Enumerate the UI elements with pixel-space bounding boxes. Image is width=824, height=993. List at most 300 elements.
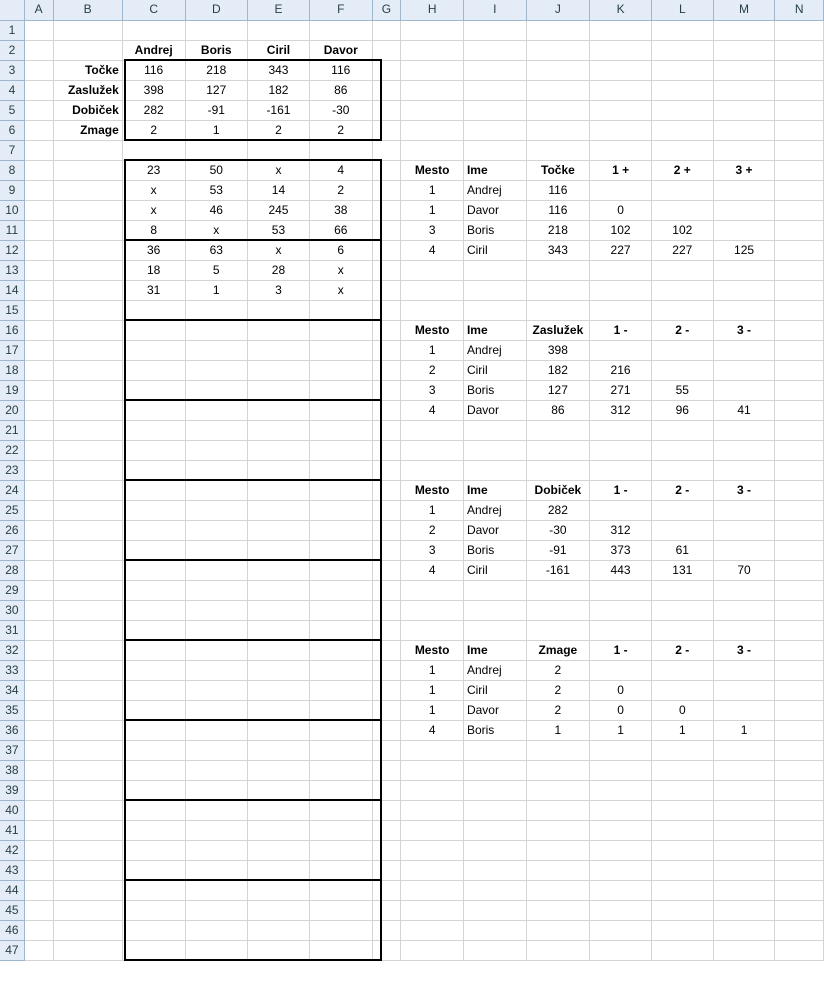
cell-i2[interactable]: [463, 40, 526, 60]
cell-k18[interactable]: 216: [590, 360, 652, 380]
row-header-5[interactable]: 5: [0, 100, 24, 120]
cell-k17[interactable]: [590, 340, 652, 360]
cell-m18[interactable]: [713, 360, 775, 380]
cell-b24[interactable]: [53, 480, 122, 500]
row-header-33[interactable]: 33: [0, 660, 24, 680]
cell-e21[interactable]: [247, 420, 309, 440]
cell-f33[interactable]: [309, 660, 372, 680]
cell-d29[interactable]: [185, 580, 247, 600]
cell-g15[interactable]: [372, 300, 401, 320]
cell-e32[interactable]: [247, 640, 309, 660]
cell-h39[interactable]: [401, 780, 464, 800]
cell-i26[interactable]: Davor: [463, 520, 526, 540]
cell-e40[interactable]: [247, 800, 309, 820]
cell-m37[interactable]: [713, 740, 775, 760]
row-header-40[interactable]: 40: [0, 800, 24, 820]
cell-c32[interactable]: [122, 640, 185, 660]
row-header-43[interactable]: 43: [0, 860, 24, 880]
cell-c17[interactable]: [122, 340, 185, 360]
cell-f42[interactable]: [309, 840, 372, 860]
cell-g38[interactable]: [372, 760, 401, 780]
cell-m9[interactable]: [713, 180, 775, 200]
cell-n28[interactable]: [775, 560, 824, 580]
cell-n46[interactable]: [775, 920, 824, 940]
row-header-32[interactable]: 32: [0, 640, 24, 660]
cell-c2[interactable]: Andrej: [122, 40, 185, 60]
cell-k5[interactable]: [590, 100, 652, 120]
cell-c25[interactable]: [122, 500, 185, 520]
cell-m19[interactable]: [713, 380, 775, 400]
cell-e14[interactable]: 3: [247, 280, 309, 300]
row-header-42[interactable]: 42: [0, 840, 24, 860]
cell-d43[interactable]: [185, 860, 247, 880]
cell-i4[interactable]: [463, 80, 526, 100]
cell-e30[interactable]: [247, 600, 309, 620]
cell-b30[interactable]: [53, 600, 122, 620]
cell-g1[interactable]: [372, 20, 401, 40]
column-header-h[interactable]: H: [401, 0, 464, 20]
cell-d22[interactable]: [185, 440, 247, 460]
cell-a3[interactable]: [24, 60, 53, 80]
cell-i6[interactable]: [463, 120, 526, 140]
cell-l34[interactable]: [651, 680, 713, 700]
row-header-1[interactable]: 1: [0, 20, 24, 40]
cell-g47[interactable]: [372, 940, 401, 960]
cell-g34[interactable]: [372, 680, 401, 700]
cell-f29[interactable]: [309, 580, 372, 600]
cell-f8[interactable]: 4: [309, 160, 372, 180]
cell-j7[interactable]: [526, 140, 590, 160]
cell-i37[interactable]: [463, 740, 526, 760]
cell-k32[interactable]: 1 -: [590, 640, 652, 660]
cell-k47[interactable]: [590, 940, 652, 960]
cell-d11[interactable]: x: [185, 220, 247, 240]
cell-m39[interactable]: [713, 780, 775, 800]
cell-n31[interactable]: [775, 620, 824, 640]
cell-f34[interactable]: [309, 680, 372, 700]
cell-b35[interactable]: [53, 700, 122, 720]
cell-a5[interactable]: [24, 100, 53, 120]
cell-k37[interactable]: [590, 740, 652, 760]
cell-b4[interactable]: Zaslužek: [53, 80, 122, 100]
cell-k22[interactable]: [590, 440, 652, 460]
cell-i15[interactable]: [463, 300, 526, 320]
cell-d10[interactable]: 46: [185, 200, 247, 220]
cell-j10[interactable]: 116: [526, 200, 590, 220]
cell-g22[interactable]: [372, 440, 401, 460]
cell-c23[interactable]: [122, 460, 185, 480]
cell-l10[interactable]: [651, 200, 713, 220]
cell-k28[interactable]: 443: [590, 560, 652, 580]
cell-n7[interactable]: [775, 140, 824, 160]
cell-m27[interactable]: [713, 540, 775, 560]
cell-k38[interactable]: [590, 760, 652, 780]
cell-f45[interactable]: [309, 900, 372, 920]
cell-c16[interactable]: [122, 320, 185, 340]
cell-n21[interactable]: [775, 420, 824, 440]
cell-k29[interactable]: [590, 580, 652, 600]
cell-n41[interactable]: [775, 820, 824, 840]
cell-n16[interactable]: [775, 320, 824, 340]
cell-c44[interactable]: [122, 880, 185, 900]
cell-h2[interactable]: [401, 40, 464, 60]
cell-b31[interactable]: [53, 620, 122, 640]
cell-m16[interactable]: 3 -: [713, 320, 775, 340]
cell-e37[interactable]: [247, 740, 309, 760]
cell-h43[interactable]: [401, 860, 464, 880]
cell-j28[interactable]: -161: [526, 560, 590, 580]
cell-f37[interactable]: [309, 740, 372, 760]
cell-h45[interactable]: [401, 900, 464, 920]
row-header-28[interactable]: 28: [0, 560, 24, 580]
cell-k31[interactable]: [590, 620, 652, 640]
cell-h10[interactable]: 1: [401, 200, 464, 220]
cell-j32[interactable]: Zmage: [526, 640, 590, 660]
cell-d17[interactable]: [185, 340, 247, 360]
cell-c40[interactable]: [122, 800, 185, 820]
cell-g45[interactable]: [372, 900, 401, 920]
cell-i9[interactable]: Andrej: [463, 180, 526, 200]
cell-f35[interactable]: [309, 700, 372, 720]
cell-g19[interactable]: [372, 380, 401, 400]
cell-e23[interactable]: [247, 460, 309, 480]
cell-b10[interactable]: [53, 200, 122, 220]
cell-j38[interactable]: [526, 760, 590, 780]
cell-h32[interactable]: Mesto: [401, 640, 464, 660]
cell-i31[interactable]: [463, 620, 526, 640]
cell-b3[interactable]: Točke: [53, 60, 122, 80]
cell-j13[interactable]: [526, 260, 590, 280]
row-header-12[interactable]: 12: [0, 240, 24, 260]
cell-g7[interactable]: [372, 140, 401, 160]
cell-a32[interactable]: [24, 640, 53, 660]
cell-d31[interactable]: [185, 620, 247, 640]
cell-b27[interactable]: [53, 540, 122, 560]
cell-a42[interactable]: [24, 840, 53, 860]
cell-j20[interactable]: 86: [526, 400, 590, 420]
cell-c24[interactable]: [122, 480, 185, 500]
cell-c33[interactable]: [122, 660, 185, 680]
cell-h18[interactable]: 2: [401, 360, 464, 380]
cell-g40[interactable]: [372, 800, 401, 820]
row-header-17[interactable]: 17: [0, 340, 24, 360]
cell-d37[interactable]: [185, 740, 247, 760]
cell-l19[interactable]: 55: [651, 380, 713, 400]
cell-c29[interactable]: [122, 580, 185, 600]
cell-j25[interactable]: 282: [526, 500, 590, 520]
cell-d39[interactable]: [185, 780, 247, 800]
cell-m47[interactable]: [713, 940, 775, 960]
cell-h36[interactable]: 4: [401, 720, 464, 740]
cell-a16[interactable]: [24, 320, 53, 340]
cell-l20[interactable]: 96: [651, 400, 713, 420]
cell-f10[interactable]: 38: [309, 200, 372, 220]
cell-h46[interactable]: [401, 920, 464, 940]
cell-j46[interactable]: [526, 920, 590, 940]
cell-h13[interactable]: [401, 260, 464, 280]
cell-d42[interactable]: [185, 840, 247, 860]
cell-f22[interactable]: [309, 440, 372, 460]
cell-b21[interactable]: [53, 420, 122, 440]
cell-b25[interactable]: [53, 500, 122, 520]
cell-g27[interactable]: [372, 540, 401, 560]
row-header-39[interactable]: 39: [0, 780, 24, 800]
cell-l25[interactable]: [651, 500, 713, 520]
cell-h1[interactable]: [401, 20, 464, 40]
cell-c1[interactable]: [122, 20, 185, 40]
column-header-f[interactable]: F: [309, 0, 372, 20]
cell-d41[interactable]: [185, 820, 247, 840]
cell-f5[interactable]: -30: [309, 100, 372, 120]
cell-e47[interactable]: [247, 940, 309, 960]
cell-k10[interactable]: 0: [590, 200, 652, 220]
cell-m44[interactable]: [713, 880, 775, 900]
cell-e44[interactable]: [247, 880, 309, 900]
cell-a44[interactable]: [24, 880, 53, 900]
cell-n44[interactable]: [775, 880, 824, 900]
cell-l24[interactable]: 2 -: [651, 480, 713, 500]
column-header-e[interactable]: E: [247, 0, 309, 20]
cell-e17[interactable]: [247, 340, 309, 360]
row-header-34[interactable]: 34: [0, 680, 24, 700]
cell-d20[interactable]: [185, 400, 247, 420]
cell-i16[interactable]: Ime: [463, 320, 526, 340]
cell-a8[interactable]: [24, 160, 53, 180]
cell-g8[interactable]: [372, 160, 401, 180]
cell-h37[interactable]: [401, 740, 464, 760]
cell-j16[interactable]: Zaslužek: [526, 320, 590, 340]
cell-d14[interactable]: 1: [185, 280, 247, 300]
cell-j1[interactable]: [526, 20, 590, 40]
cell-e39[interactable]: [247, 780, 309, 800]
cell-c46[interactable]: [122, 920, 185, 940]
cell-a14[interactable]: [24, 280, 53, 300]
cell-i46[interactable]: [463, 920, 526, 940]
cell-f40[interactable]: [309, 800, 372, 820]
cell-e12[interactable]: x: [247, 240, 309, 260]
cell-j47[interactable]: [526, 940, 590, 960]
cell-c15[interactable]: [122, 300, 185, 320]
cell-g31[interactable]: [372, 620, 401, 640]
cell-m7[interactable]: [713, 140, 775, 160]
cell-k11[interactable]: 102: [590, 220, 652, 240]
cell-b46[interactable]: [53, 920, 122, 940]
cell-i17[interactable]: Andrej: [463, 340, 526, 360]
cell-c18[interactable]: [122, 360, 185, 380]
cell-b19[interactable]: [53, 380, 122, 400]
cell-m31[interactable]: [713, 620, 775, 640]
cell-m6[interactable]: [713, 120, 775, 140]
cell-n42[interactable]: [775, 840, 824, 860]
cell-g26[interactable]: [372, 520, 401, 540]
cell-g32[interactable]: [372, 640, 401, 660]
cell-e41[interactable]: [247, 820, 309, 840]
cell-j22[interactable]: [526, 440, 590, 460]
cell-k27[interactable]: 373: [590, 540, 652, 560]
cell-b45[interactable]: [53, 900, 122, 920]
cell-e9[interactable]: 14: [247, 180, 309, 200]
cell-f27[interactable]: [309, 540, 372, 560]
row-header-31[interactable]: 31: [0, 620, 24, 640]
column-header-l[interactable]: L: [651, 0, 713, 20]
cell-d5[interactable]: -91: [185, 100, 247, 120]
cell-c35[interactable]: [122, 700, 185, 720]
cell-k6[interactable]: [590, 120, 652, 140]
cell-n40[interactable]: [775, 800, 824, 820]
cell-f1[interactable]: [309, 20, 372, 40]
cell-g12[interactable]: [372, 240, 401, 260]
cell-i39[interactable]: [463, 780, 526, 800]
cell-d26[interactable]: [185, 520, 247, 540]
cell-m11[interactable]: [713, 220, 775, 240]
cell-b15[interactable]: [53, 300, 122, 320]
cell-m45[interactable]: [713, 900, 775, 920]
cell-d21[interactable]: [185, 420, 247, 440]
cell-f7[interactable]: [309, 140, 372, 160]
cell-h25[interactable]: 1: [401, 500, 464, 520]
cell-e33[interactable]: [247, 660, 309, 680]
cell-m42[interactable]: [713, 840, 775, 860]
cell-a31[interactable]: [24, 620, 53, 640]
cell-j31[interactable]: [526, 620, 590, 640]
cell-l15[interactable]: [651, 300, 713, 320]
cell-e2[interactable]: Ciril: [247, 40, 309, 60]
cell-f41[interactable]: [309, 820, 372, 840]
cell-g11[interactable]: [372, 220, 401, 240]
cell-f26[interactable]: [309, 520, 372, 540]
cell-n20[interactable]: [775, 400, 824, 420]
cell-c10[interactable]: x: [122, 200, 185, 220]
cell-m36[interactable]: 1: [713, 720, 775, 740]
cell-i40[interactable]: [463, 800, 526, 820]
cell-n39[interactable]: [775, 780, 824, 800]
cell-e13[interactable]: 28: [247, 260, 309, 280]
cell-m35[interactable]: [713, 700, 775, 720]
cell-f28[interactable]: [309, 560, 372, 580]
cell-l6[interactable]: [651, 120, 713, 140]
cell-f44[interactable]: [309, 880, 372, 900]
cell-b47[interactable]: [53, 940, 122, 960]
cell-f18[interactable]: [309, 360, 372, 380]
cell-n18[interactable]: [775, 360, 824, 380]
cell-i12[interactable]: Ciril: [463, 240, 526, 260]
cell-a10[interactable]: [24, 200, 53, 220]
cell-c37[interactable]: [122, 740, 185, 760]
cell-g44[interactable]: [372, 880, 401, 900]
cell-m32[interactable]: 3 -: [713, 640, 775, 660]
cell-a6[interactable]: [24, 120, 53, 140]
cell-d34[interactable]: [185, 680, 247, 700]
cell-m28[interactable]: 70: [713, 560, 775, 580]
cell-b39[interactable]: [53, 780, 122, 800]
cell-h22[interactable]: [401, 440, 464, 460]
cell-m5[interactable]: [713, 100, 775, 120]
cell-f36[interactable]: [309, 720, 372, 740]
cell-m8[interactable]: 3 +: [713, 160, 775, 180]
cell-b18[interactable]: [53, 360, 122, 380]
cell-l21[interactable]: [651, 420, 713, 440]
cell-h29[interactable]: [401, 580, 464, 600]
cell-m33[interactable]: [713, 660, 775, 680]
row-header-14[interactable]: 14: [0, 280, 24, 300]
cell-h31[interactable]: [401, 620, 464, 640]
cell-i27[interactable]: Boris: [463, 540, 526, 560]
row-header-22[interactable]: 22: [0, 440, 24, 460]
row-header-41[interactable]: 41: [0, 820, 24, 840]
cell-b28[interactable]: [53, 560, 122, 580]
cell-n37[interactable]: [775, 740, 824, 760]
cell-j8[interactable]: Točke: [526, 160, 590, 180]
cell-m10[interactable]: [713, 200, 775, 220]
cell-h41[interactable]: [401, 820, 464, 840]
cell-i44[interactable]: [463, 880, 526, 900]
cell-g21[interactable]: [372, 420, 401, 440]
cell-i47[interactable]: [463, 940, 526, 960]
cell-g9[interactable]: [372, 180, 401, 200]
cell-a36[interactable]: [24, 720, 53, 740]
cell-c31[interactable]: [122, 620, 185, 640]
cell-e8[interactable]: x: [247, 160, 309, 180]
cell-n36[interactable]: [775, 720, 824, 740]
cell-b26[interactable]: [53, 520, 122, 540]
cell-g2[interactable]: [372, 40, 401, 60]
cell-i35[interactable]: Davor: [463, 700, 526, 720]
cell-i11[interactable]: Boris: [463, 220, 526, 240]
cell-n3[interactable]: [775, 60, 824, 80]
row-header-45[interactable]: 45: [0, 900, 24, 920]
row-header-30[interactable]: 30: [0, 600, 24, 620]
cell-a20[interactable]: [24, 400, 53, 420]
cell-d35[interactable]: [185, 700, 247, 720]
cell-i43[interactable]: [463, 860, 526, 880]
cell-d19[interactable]: [185, 380, 247, 400]
cell-h27[interactable]: 3: [401, 540, 464, 560]
cell-c38[interactable]: [122, 760, 185, 780]
cell-j35[interactable]: 2: [526, 700, 590, 720]
cell-i14[interactable]: [463, 280, 526, 300]
cell-i45[interactable]: [463, 900, 526, 920]
cell-i30[interactable]: [463, 600, 526, 620]
cell-a46[interactable]: [24, 920, 53, 940]
cell-c43[interactable]: [122, 860, 185, 880]
cell-l40[interactable]: [651, 800, 713, 820]
cell-k33[interactable]: [590, 660, 652, 680]
cell-h30[interactable]: [401, 600, 464, 620]
cell-h23[interactable]: [401, 460, 464, 480]
column-header-c[interactable]: C: [122, 0, 185, 20]
cell-g6[interactable]: [372, 120, 401, 140]
cell-d6[interactable]: 1: [185, 120, 247, 140]
cell-j14[interactable]: [526, 280, 590, 300]
cell-i28[interactable]: Ciril: [463, 560, 526, 580]
cell-k36[interactable]: 1: [590, 720, 652, 740]
cell-n38[interactable]: [775, 760, 824, 780]
cell-e1[interactable]: [247, 20, 309, 40]
cell-g41[interactable]: [372, 820, 401, 840]
cell-e5[interactable]: -161: [247, 100, 309, 120]
cell-b33[interactable]: [53, 660, 122, 680]
cell-n2[interactable]: [775, 40, 824, 60]
cell-d7[interactable]: [185, 140, 247, 160]
cell-g16[interactable]: [372, 320, 401, 340]
cell-d8[interactable]: 50: [185, 160, 247, 180]
cell-d40[interactable]: [185, 800, 247, 820]
cell-g43[interactable]: [372, 860, 401, 880]
cell-a22[interactable]: [24, 440, 53, 460]
row-header-15[interactable]: 15: [0, 300, 24, 320]
cell-a7[interactable]: [24, 140, 53, 160]
cell-g10[interactable]: [372, 200, 401, 220]
